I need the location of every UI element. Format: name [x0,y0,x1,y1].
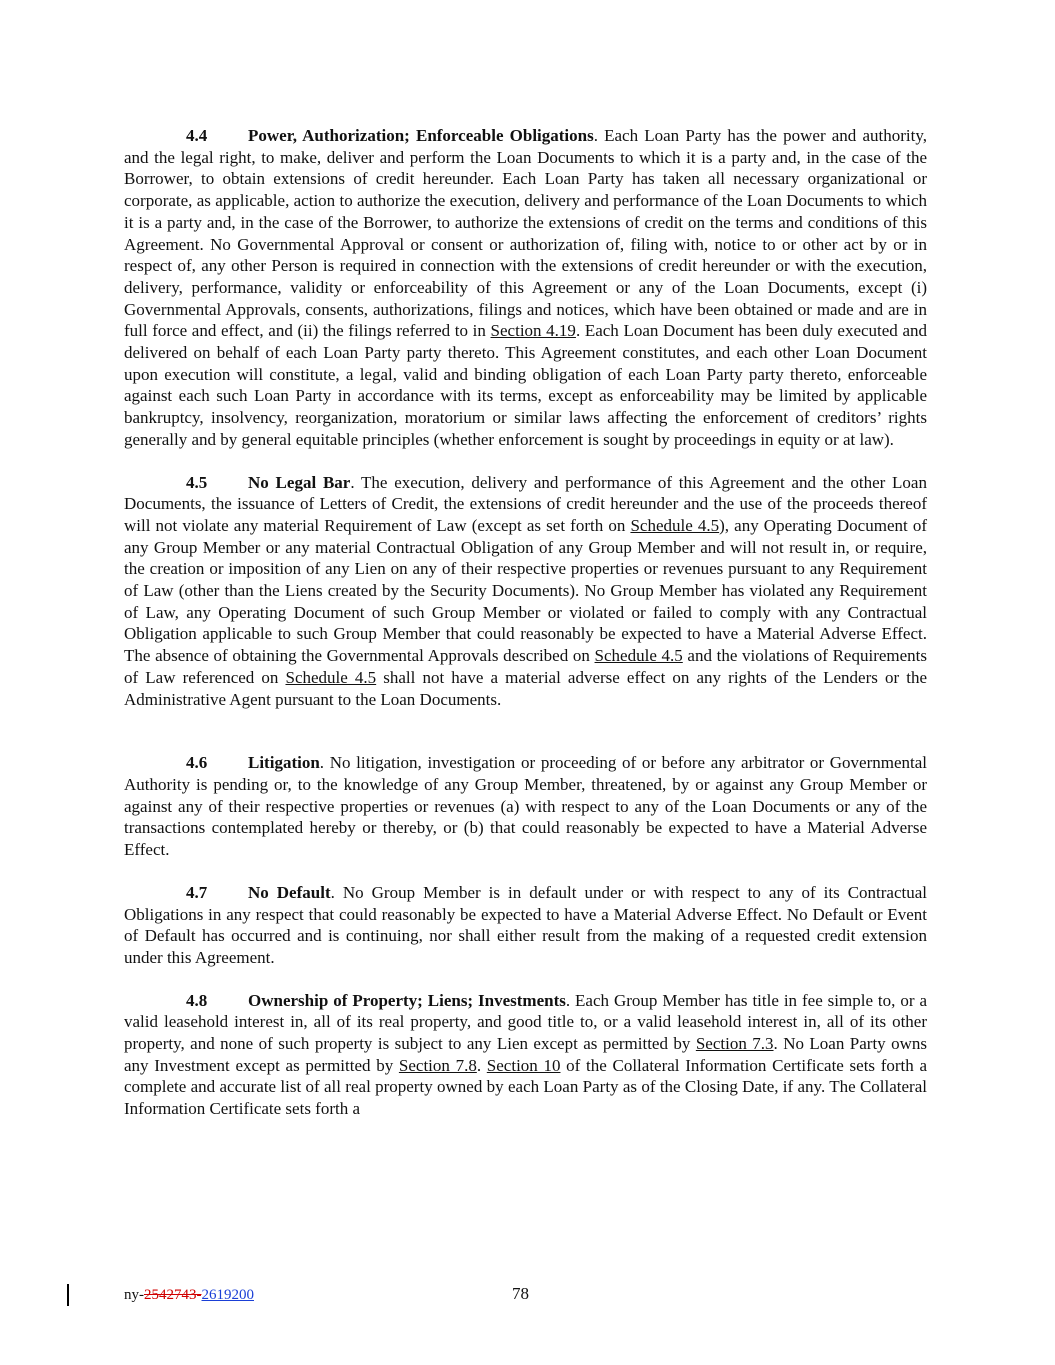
section-title: No Default [248,882,331,902]
schedule-reference-link: Schedule 4.5 [594,646,683,666]
doc-id-inserted: 2619200 [201,1287,254,1303]
section-reference-link: Section 4.19 [490,321,576,341]
schedule-reference-link: Schedule 4.5 [630,515,720,535]
section-title: Litigation [248,753,320,773]
section-text: . No litigation, investigation or proceeding of or before any arbitrator or Governmental Authority is pending or, to the knowledge of any Group Member, threatened, by or against any Group Member or against any of their respective properties or revenues (a) with respect to any of the Loan Documents or any of the transactions contemplated hereby or thereby, or (b) that could reasonably be expected to have a Material Adverse Effect. [124,753,927,860]
document-id-footer [124,1287,254,1304]
section-reference-link: Section 10 [486,1055,561,1075]
section-title: Power, Authorization; Enforceable Obligations [248,126,594,145]
section-text: . [476,1055,487,1075]
section-reference-link: Section 7.3 [695,1034,774,1054]
section-text: . Each Group Member has title in fee simple to, or a valid leasehold interest in, all of its real property, and good title to, or a valid leasehold interest in, all of its other property, and none of such property is subject to any Lien except as permitted by [124,990,927,1054]
section-4-8 [124,990,927,1120]
section-text: . Each Loan Party has the power and authority, and the legal right, to make, deliver and perform the Loan Documents to which it is a party and, in the case of the Borrower, to obtain extensions of credit hereunder. Each Loan Party has taken all necessary organizational or corporate, as applicable, action to authorize the execution, delivery and performance of the Loan Documents to which it is a party and, in the case of the Borrower, to authorize the extensions of credit on the terms and conditions of this Agreement. No Governmental Approval or consent or authorization of, filing with, notice to or other act by or in respect of, any other Person is required in connection with the extensions of credit hereunder or with the execution, delivery, performance, validity or enforceability of this Agreement or any of the Loan Documents, except (i) Governmental Approvals, consents, authorizations, filings and notices, which have been obtained or made and are in full force and effect, and (ii) the filings referred to in [124,126,927,341]
section-text: and the violations of Requirements of Law referenced on [124,646,928,687]
section-text: . No Group Member is in default under or with respect to any of its Contractual Obligations in any respect that could reasonably be expected to have a Material Adverse Effect. No Default or Event of Default has occurred and is continuing, nor shall either result from the making of a requested credit extension under this Agreement. [124,882,927,967]
section-text: of the Collateral Information Certificate sets forth a complete and accurate list of all real property owned by each Loan Party as of the Closing Date, if any. The Collateral Information Certificate sets forth a [124,1055,928,1119]
section-number: 4.6 [186,753,208,773]
section-4-6 [124,752,927,861]
document-body [124,125,927,1120]
section-text: shall not have a material adverse effect on any rights of the Lenders or the Administrative Agent pursuant to the Loan Documents. [124,667,927,709]
section-reference-link: Section 7.8 [398,1055,477,1075]
section-4-5 [124,472,927,711]
page-number: 78 [512,1284,529,1303]
section-number: 4.7 [186,882,208,902]
section-title: No Legal Bar [248,472,351,492]
section-text: ), any Operating Document of any Group Member or any material Contractual Obligation of any Group Member and will not result in, or require, the creation or imposition of any Lien on any of their respective properties or revenues pursuant to any Requirement of Law (other than the Liens created by the Security Documents). No Group Member has violated any Requirement of Law, any Operating Document of such Group Member or violated or failed to comply with any Contractual Obligation applicable to such Group Member that could reasonably be expected to have a Material Adverse Effect. The absence of obtaining the Governmental Approvals described on [124,515,927,666]
section-4-7 [124,882,927,969]
section-number: 4.5 [186,472,208,492]
section-text: . The execution, delivery and performance of this Agreement and the other Loan Documents, the issuance of Letters of Credit, the extensions of credit hereunder and the use of the proceeds thereof will not violate any material Requirement of Law (except as set forth on [124,472,927,535]
doc-id-prefix: ny- [124,1287,144,1303]
section-title: Ownership of Property; Liens; Investments [248,990,566,1010]
revision-change-bar [67,1284,69,1306]
schedule-reference-link: Schedule 4.5 [285,667,377,687]
section-text: . No Loan Party owns any Investment except as permitted by [124,1034,928,1075]
doc-id-deleted: 2542743- [144,1287,202,1303]
section-number: 4.8 [186,990,208,1010]
section-number: 4.4 [186,126,208,145]
section-4-4 [124,125,927,451]
section-text: . Each Loan Document has been duly executed and delivered on behalf of each Loan Party party thereto. This Agreement constitutes, and each other Loan Document upon execution will constitute, a legal, valid and binding obligation of each Loan Party party thereto, enforceable against each such Loan Party in accordance with its terms, except as enforceability may be limited by applicable bankruptcy, insolvency, reorganization, moratorium or similar laws affecting the enforcement of creditors’ rights generally and by general equitable principles (whether enforcement is sought by proceedings in equity or at law). [124,321,927,449]
